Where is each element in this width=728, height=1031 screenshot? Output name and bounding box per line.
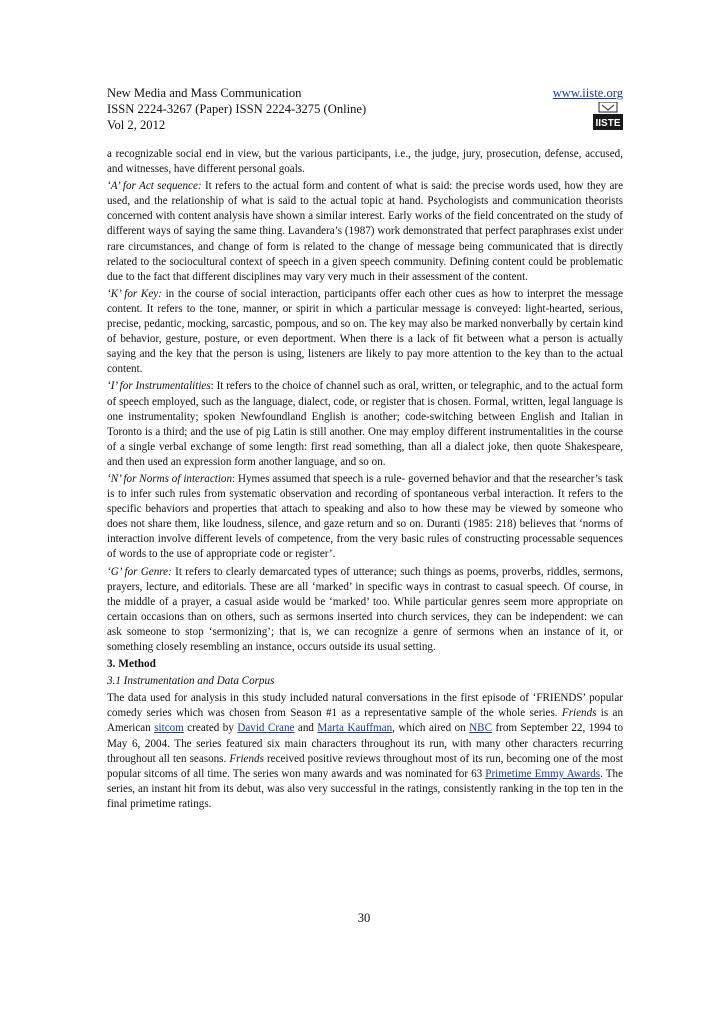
paragraph-intro: a recognizable social end in view, but the various participants, i.e., the judge, jury, prosecution, defense, accused, and witnesses, have different personal goals. <box>107 148 623 176</box>
term-key: ‘K’ for Key: <box>107 287 162 300</box>
volume-line: Vol 2, 2012 <box>107 118 166 132</box>
term-act-sequence: ‘A’ for Act sequence: <box>107 180 202 193</box>
link-marta-kauffman[interactable]: Marta Kauffman <box>317 722 393 735</box>
page-content <box>107 85 623 814</box>
journal-title: New Media and Mass Communication <box>107 86 302 100</box>
journal-url-link[interactable]: www.iiste.org <box>552 86 623 100</box>
body-text <box>107 147 623 812</box>
link-david-crane[interactable]: David Crane <box>237 722 295 735</box>
term-norms: ‘N’ for Norms of interaction <box>107 472 233 485</box>
paragraph-genre: ‘G’ for Genre: It refers to clearly demarcated types of utterance; such things as poems, proverbs, riddles, sermons, prayers, lecture, and editorials. These are all ‘marked’ in specific ways in contrast to casual speech. Of course, in the middle of a prayer, a casual aside would be ‘marked’ too. While particular genres seem more appropriate on certain occasions than on others, such as sermons inserted into church services, they can be independent: we can ask someone to stop ‘sermonizing’; that is, we can recognize a genre of sermons when an instance of it, or something closely resembling an instance, occurs outside its usual setting. <box>107 565 624 653</box>
term-genre: ‘G’ for Genre: <box>107 565 172 578</box>
link-primetime-emmy-awards[interactable]: Primetime Emmy Awards <box>485 767 601 780</box>
page-number: 30 <box>357 911 371 925</box>
paragraph-key: ‘K’ for Key: in the course of social interaction, participants offer each other cues as how to interpret the message content. It refers to the tone, manner, or spirit in which a particular message is conveyed: light-hearted, serious, precise, pedantic, mocking, sarcastic, pompous, and so on. The key may also be marked nonverbally by certain kind of behavior, gesture, posture, or even deportment. When there is a lack of fit between what a person is actually saying and the key that the person is using, listeners are likely to pay more attention to the key than to the actual content. <box>107 287 623 376</box>
paragraph-data-corpus: The data used for analysis in this study included natural conversations in the first episode of ‘FRIENDS’ popular comedy series which was chosen from Season #1 as a representative sample of the whole series. Friends is an American sitcom created by David Crane and Marta Kauffman, which aired on NBC from September 22, 1994 to May 6, 2004. The series featured six main characters throughout its run, with many other characters recurring throughout all ten seasons. Friends received positive reviews throughout most of its run, becoming one of the most popular sitcoms of all time. The series won many awards and was nominated for 63 Primetime Emmy Awards. The series, an instant hit from its debut, was also very successful in the ratings, consistently ranking in the top ten in the final primetime ratings. <box>107 692 624 810</box>
running-header <box>107 85 623 133</box>
section-heading: 3. Method <box>107 658 156 671</box>
link-nbc[interactable]: NBC <box>469 722 492 735</box>
paragraph-act-sequence: ‘A’ for Act sequence: It refers to the actual form and content of what is said: the precise words used, how they are used, and the relationship of what is said to the actual topic at hand. Psychologists and communication theorists concerned with content analysis have shown a similar interest. Early works of the field concentrated on the study of different ways of saying the same thing. Lavandera’s (1987) work demonstrated that perfect paraphrases exist under rare circumstances, and change of form is related to the change of message being communicated that is directly related to the sociocultural context of speech in a given speech community. Defining content could be problematic due to the fact that different disciplines may vary very much in their assessment of the content. <box>107 180 623 283</box>
issn-line: ISSN 2224-3267 (Paper) ISSN 2224-3275 (Online) <box>107 102 367 116</box>
subsection-heading: 3.1 Instrumentation and Data Corpus <box>107 675 275 688</box>
svg-text:IISTE: IISTE <box>595 118 621 129</box>
paragraph-norms: ‘N’ for Norms of interaction: Hymes assumed that speech is a rule- governed behavior and that the researcher’s task is to infer such rules from systematic observation and recording of spontaneous verbal interaction. It refers to the specific behaviors and properties that attach to speaking and also to how these may be viewed by someone who does not share them, like loudness, silence, and gaze return and so on. Duranti (1985: 218) believes that ‘norms of interaction involve different levels of competence, from the very basic rules of constructing processable sequences of words to the use of appropriate code or register’. <box>107 472 623 561</box>
paragraph-instrumentalities: ‘I’ for Instrumentalities: It refers to the choice of channel such as oral, written, or telegraphic, and to the actual form of speech employed, such as the language, dialect, code, or register that is chosen. Formal, written, legal language is one instrumentality; spoken Newfoundland English is another; code-switching between English and Italian in Toronto is a third; and the use of pig Latin is still another. One may employ different instrumentalities in the course of a single verbal exchange of some length: first read something, than all a dialect joke, then quote Shakespeare, and then used an expression form another language, and so on. <box>107 380 624 468</box>
term-instrumentalities: ‘I’ for Instrumentalities <box>107 380 211 393</box>
link-sitcom[interactable]: sitcom <box>154 722 184 735</box>
iiste-logo <box>593 102 623 130</box>
